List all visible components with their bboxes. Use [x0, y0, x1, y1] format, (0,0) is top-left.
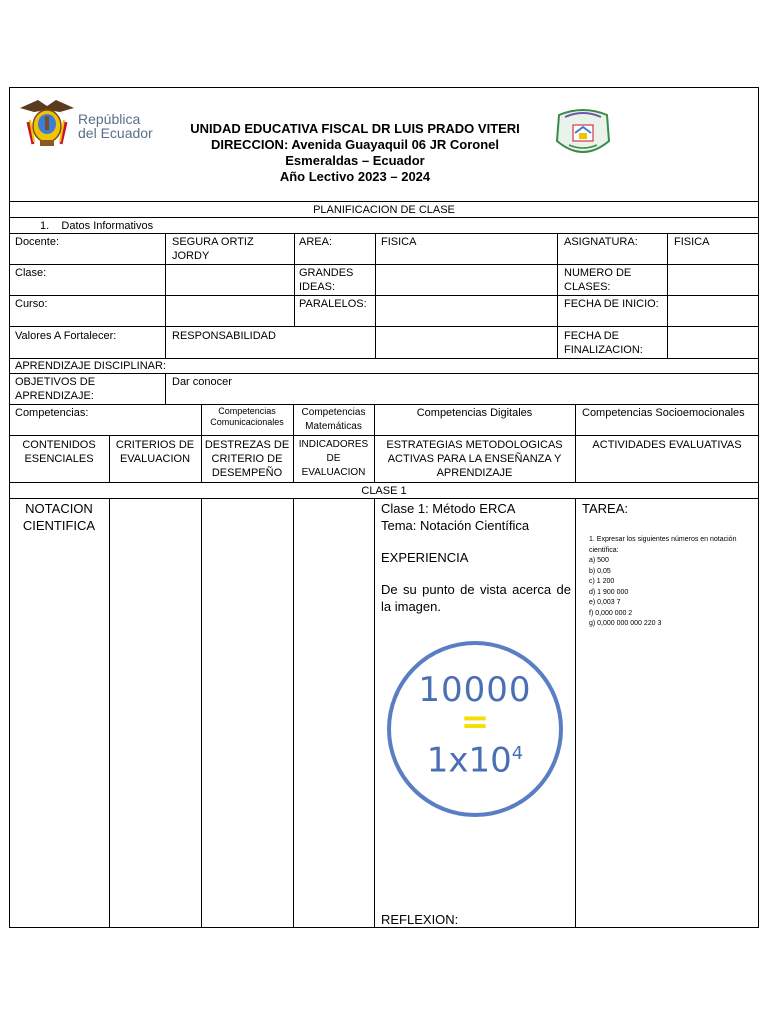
tarea-item: f) 0,000 000 2 — [589, 609, 633, 617]
tema-notacion: Tema: Notación Científica — [381, 518, 530, 533]
image-exponent: 4 — [511, 743, 524, 764]
section-datos-informativos: 1. Datos Informativos — [40, 220, 154, 232]
col-estrategias: ESTRATEGIAS METODOLOGICAS ACTIVAS PARA LA ENSEÑANZA Y APRENDIZAJE — [386, 439, 563, 479]
school-address: DIRECCION: Avenida Guayaquil 06 JR Coronel — [211, 137, 499, 152]
header-text — [160, 121, 550, 185]
plan-title: PLANIFICACION DE CLASE — [313, 204, 455, 216]
clase-1-title: CLASE 1 — [361, 485, 407, 497]
asignatura-label: ASIGNATURA: — [564, 236, 638, 248]
competencias-matematicas: Competencias Matemáticas — [301, 407, 366, 432]
asignatura-value: FISICA — [674, 236, 710, 248]
tarea-item: d) 1 900 000 — [589, 588, 629, 596]
paralelos-label: PARALELOS: — [299, 298, 367, 310]
objetivos-label: OBJETIVOS DE APRENDIZAJE: — [15, 376, 96, 402]
topic-notacion-cientifica: NOTACION CIENTIFICA — [22, 501, 96, 533]
area-value: FISICA — [381, 236, 417, 248]
school-name: UNIDAD EDUCATIVA FISCAL DR LUIS PRADO VITERI — [190, 121, 520, 136]
tarea-heading: TAREA: — [582, 501, 628, 516]
valores-value: RESPONSABILIDAD — [172, 330, 276, 342]
tarea-item: e) 0,003 7 — [589, 599, 621, 606]
fecha-fin-label: FECHA DE FINALIZACION: — [564, 330, 643, 356]
col-actividades: ACTIVIDADES EVALUATIVAS — [592, 439, 742, 451]
tarea-item: g) 0,000 000 000 220 3 — [589, 620, 662, 627]
tarea-item: b) 0,05 — [589, 567, 611, 575]
tarea-item: a) 500 — [589, 557, 609, 564]
objetivos-value: Dar conocer — [172, 376, 232, 388]
col-contenidos: CONTENIDOS ESENCIALES — [22, 439, 96, 465]
grandes-ideas-label: GRANDES IDEAS: — [299, 267, 354, 293]
col-criterios: CRITERIOS DE EVALUACION — [115, 439, 195, 465]
docente-value: SEGURA ORTIZ JORDY — [172, 236, 254, 262]
col-indicadores: INDICADORES DE EVALUACION — [298, 439, 369, 478]
fecha-inicio-label: FECHA DE INICIO: — [564, 298, 659, 310]
competencias-socioemocionales: Competencias Socioemocionales — [582, 407, 745, 419]
notation-image — [386, 640, 564, 818]
docente-label: Docente: — [15, 236, 60, 248]
reflexion-heading: REFLEXION: — [381, 912, 459, 927]
competencias-digitales: Competencias Digitales — [416, 407, 533, 419]
image-bottom — [386, 734, 564, 780]
area-label: AREA: — [299, 236, 333, 248]
gov-logo-line2: del Ecuador — [78, 125, 153, 141]
experiencia-heading: EXPERIENCIA — [381, 550, 469, 565]
school-emblem-icon — [553, 107, 613, 163]
gov-logo-line1: República — [78, 111, 141, 127]
clase-label: Clase: — [15, 267, 47, 279]
valores-label: Valores A Fortalecer: — [15, 330, 117, 342]
col-destrezas: DESTREZAS DE CRITERIO DE DESEMPEÑO — [204, 439, 290, 479]
competencias-comunicacionales: Competencias Comunicacionales — [210, 406, 284, 427]
aprendizaje-disciplinar: APRENDIZAJE DISCIPLINAR: — [15, 360, 166, 372]
tarea-item: c) 1 200 — [589, 578, 615, 585]
tarea-instruction: 1. Expresar los siguientes números en notación científica: — [589, 536, 737, 554]
image-top-number: 10000 — [418, 670, 532, 710]
school-year: Año Lectivo 2023 – 2024 — [279, 169, 431, 184]
metodo-erca: Clase 1: Método ERCA — [381, 501, 516, 516]
image-equals: = — [460, 702, 490, 742]
gov-logo-text — [78, 112, 168, 142]
tarea-list — [589, 535, 757, 630]
ecuador-coat-of-arms-icon — [16, 92, 78, 154]
school-city: Esmeraldas – Ecuador — [285, 153, 425, 168]
image-base: 1x10 — [426, 740, 512, 781]
competencias-label: Competencias: — [15, 407, 89, 419]
curso-label: Curso: — [15, 298, 48, 310]
pregunta-imagen: De su punto de vista acerca de la imagen. — [381, 582, 571, 614]
numero-clases-label: NUMERO DE CLASES: — [564, 267, 632, 293]
